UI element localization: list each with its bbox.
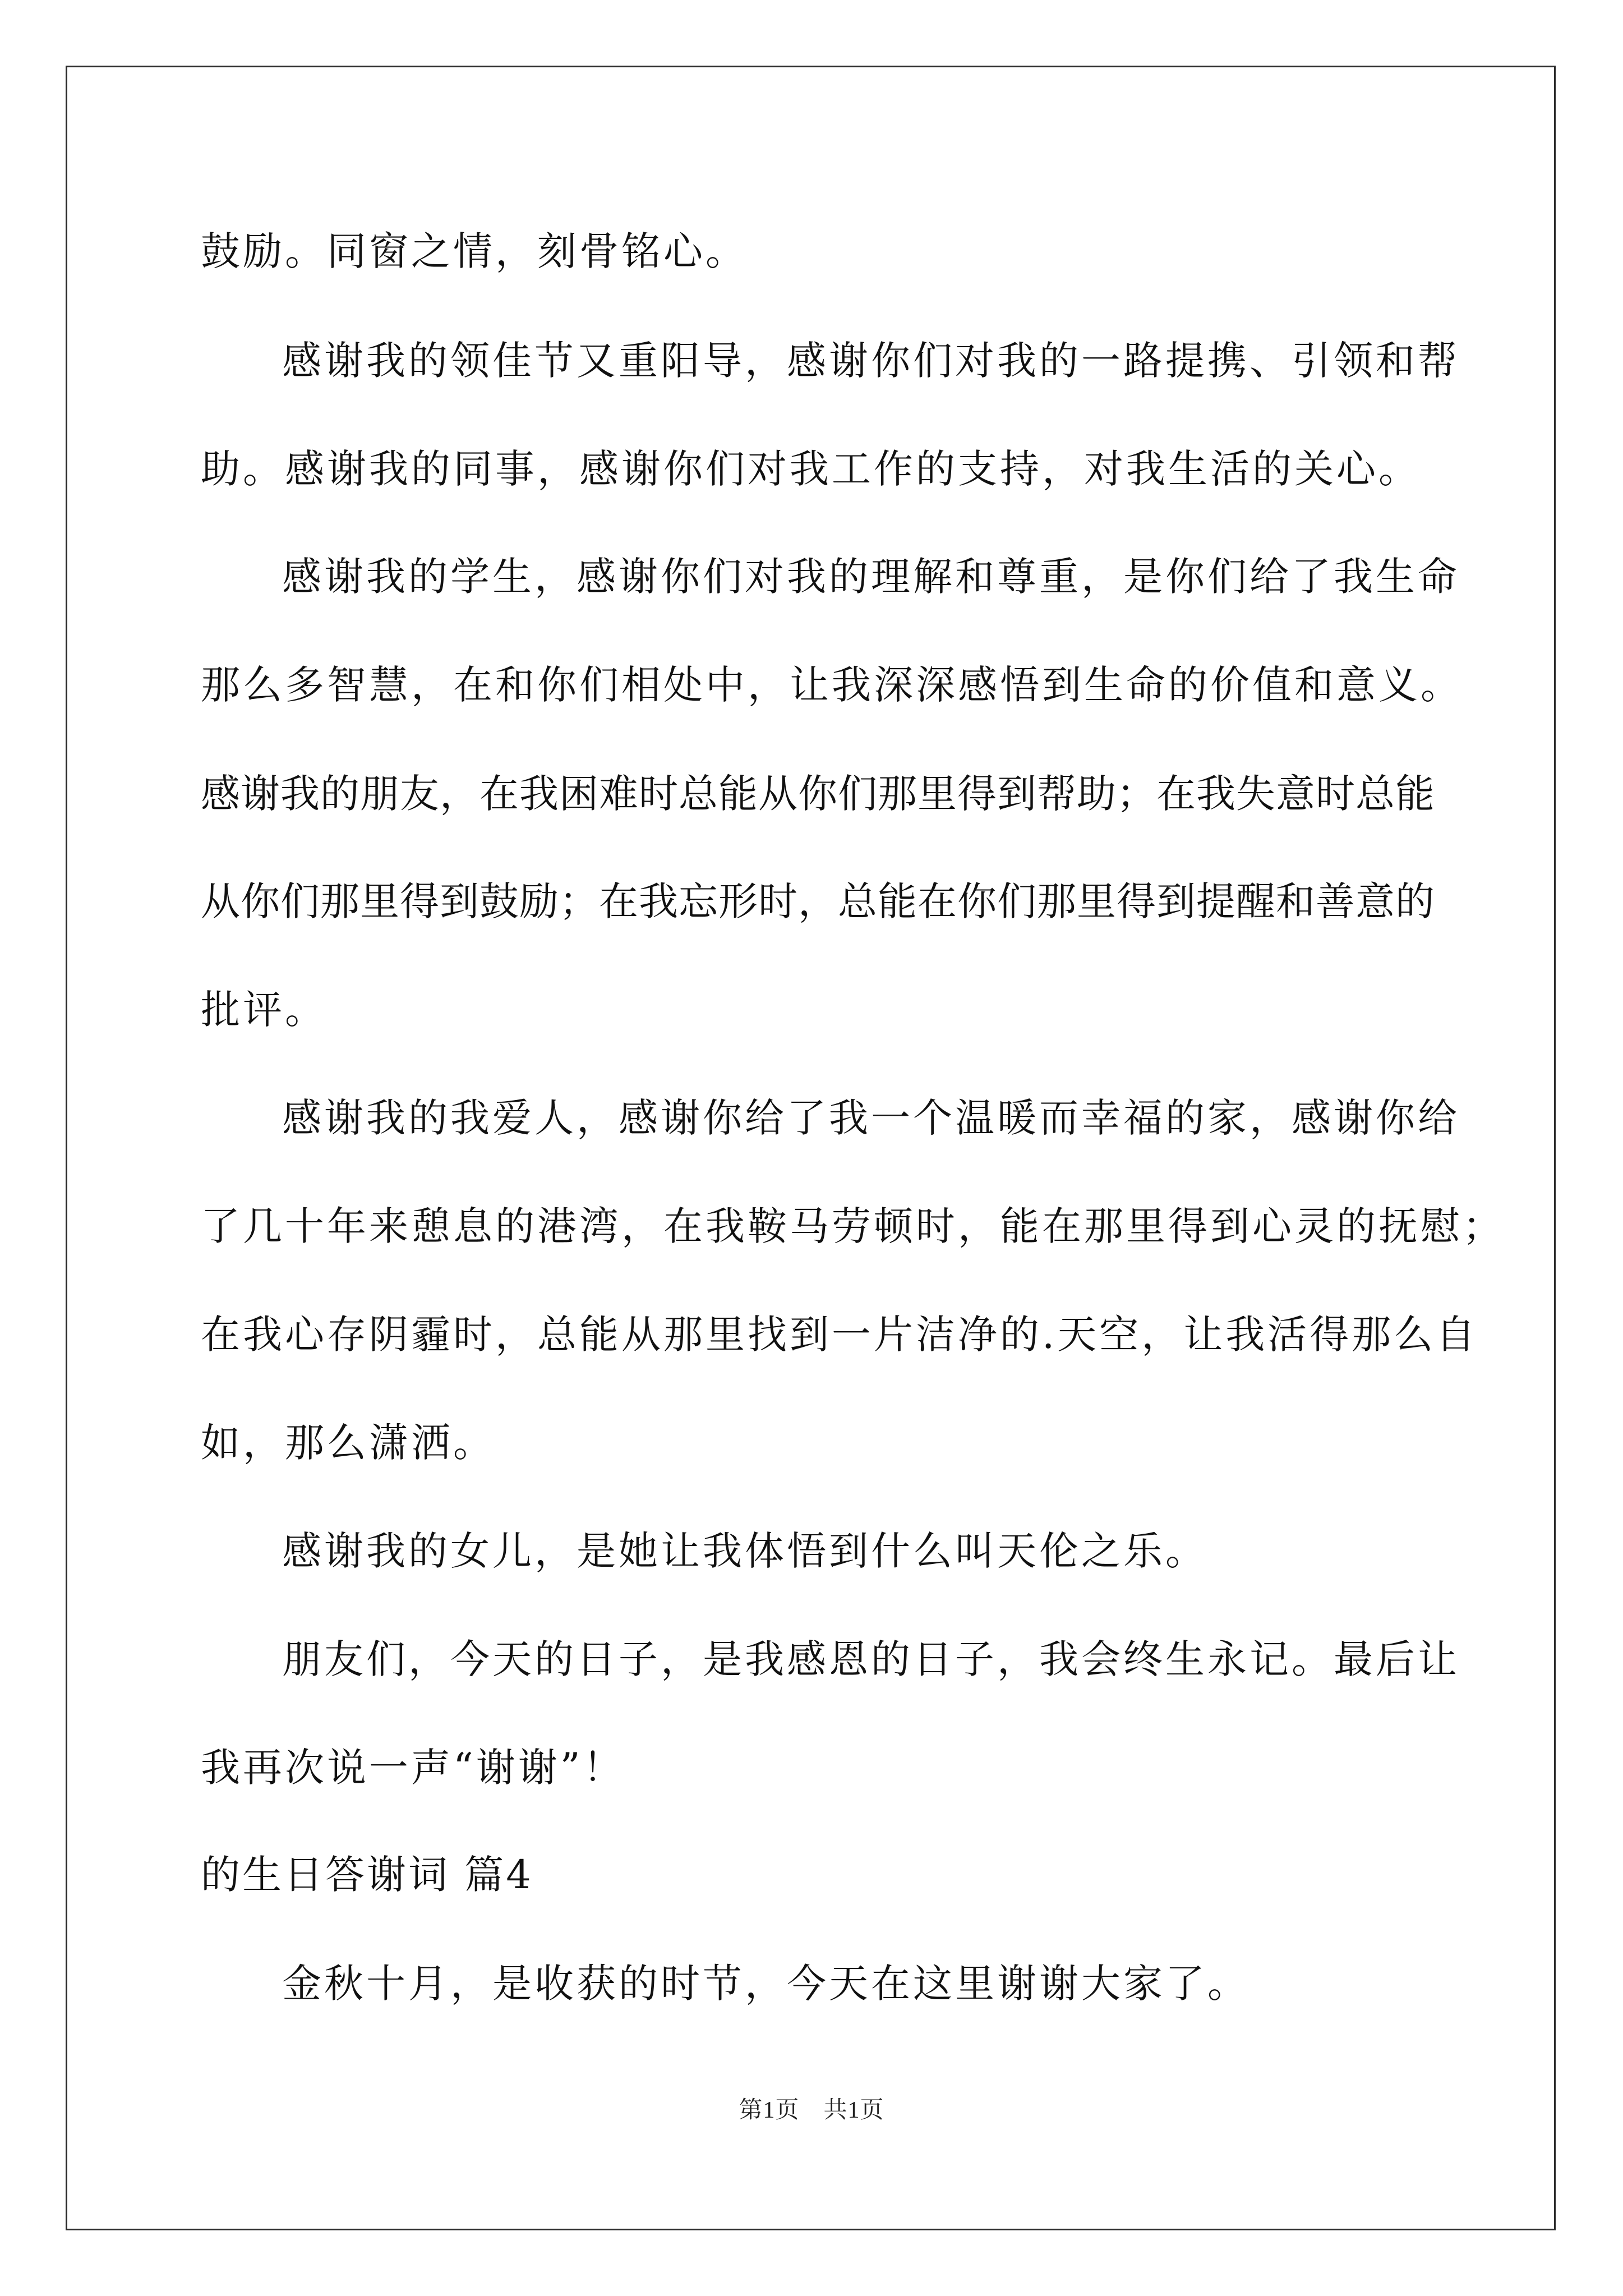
page-number-footer: 第1页 共1页: [739, 2097, 884, 2123]
text-line: 助。感谢我的同事，感谢你们对我工作的支持，对我生活的关心。: [201, 446, 1421, 492]
text-line: 从你们那里得到鼓励；在我忘形时，总能在你们那里得到提醒和善意的: [201, 878, 1435, 924]
text-line: 金秋十月，是收获的时节，今天在这里谢谢大家了。: [282, 1961, 1249, 2007]
text-line: 在我心存阴霾时，总能从那里找到一片洁净的.天空，让我活得那么自: [201, 1312, 1478, 1358]
text-line: 朋友们，今天的日子，是我感恩的日子，我会终生永记。最后让: [282, 1636, 1460, 1682]
page-border: [66, 66, 1556, 2230]
text-line: 我再次说一声“谢谢”！: [201, 1745, 625, 1791]
text-line: 感谢我的我爱人，感谢你给了我一个温暖而幸福的家，感谢你给: [282, 1095, 1460, 1141]
text-line: 批评。: [201, 987, 327, 1033]
text-line: 感谢我的女儿，是她让我体悟到什么叫天伦之乐。: [282, 1528, 1207, 1574]
text-line: 感谢我的朋友，在我困难时总能从你们那里得到帮助；在我失意时总能: [201, 771, 1435, 817]
text-line: 感谢我的领佳节又重阳导，感谢你们对我的一路提携、引领和帮: [282, 338, 1460, 384]
section-heading: 的生日答谢词 篇4: [201, 1852, 533, 1898]
text-line: 如，那么潇洒。: [201, 1420, 495, 1466]
text-line: 了几十年来憩息的港湾，在我鞍马劳顿时，能在那里得到心灵的抚慰；: [201, 1203, 1505, 1249]
text-line: 感谢我的学生，感谢你们对我的理解和尊重，是你们给了我生命: [282, 554, 1460, 600]
text-line: 鼓励。同窗之情，刻骨铭心。: [201, 228, 748, 274]
text-line: 那么多智慧，在和你们相处中，让我深深感悟到生命的价值和意义。: [201, 662, 1463, 708]
